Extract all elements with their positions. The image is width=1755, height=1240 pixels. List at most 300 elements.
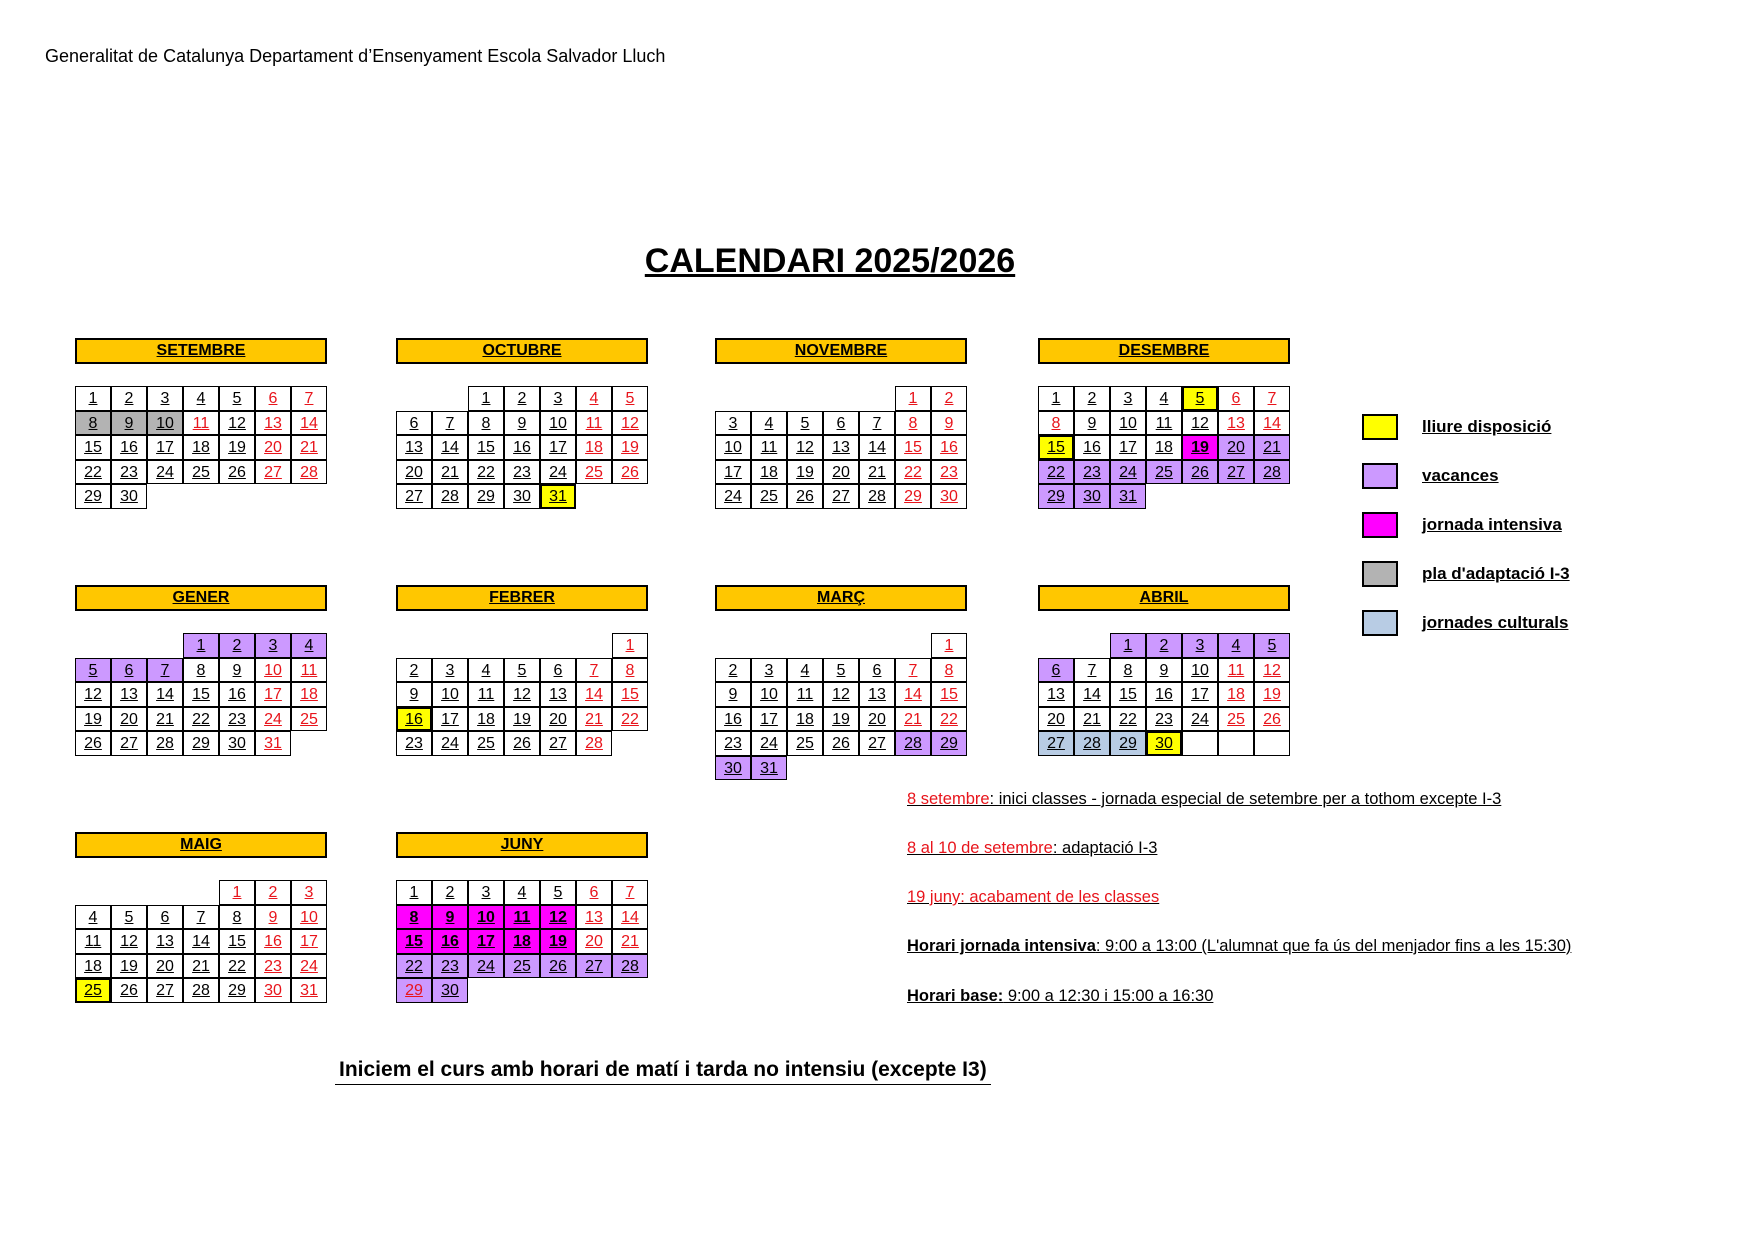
month-1 (396, 338, 648, 511)
day-cell: 28 (1254, 460, 1290, 485)
day-cell: 2 (1146, 633, 1182, 658)
day-cell: 2 (1074, 386, 1110, 411)
legend-label: lliure disposició (1422, 417, 1552, 436)
note-acabament-text: 19 juny: acabament de les classes (907, 888, 1160, 906)
day-cell: 20 (111, 707, 147, 732)
day-cell: 19 (823, 707, 859, 732)
day-cell: 29 (75, 484, 111, 509)
day-cell: 4 (291, 633, 327, 658)
day-cell: 14 (612, 905, 648, 930)
day-cell: 27 (396, 484, 432, 509)
day-cell: 8 (219, 905, 255, 930)
day-cell: 23 (219, 707, 255, 732)
day-cell: 14 (291, 411, 327, 436)
empty-cell (1218, 731, 1254, 756)
month-5 (396, 585, 648, 758)
day-cell: 8 (468, 411, 504, 436)
day-cell: 19 (540, 929, 576, 954)
day-cell: 27 (576, 954, 612, 979)
month-4 (75, 585, 327, 758)
day-cell: 24 (540, 460, 576, 485)
day-cell: 23 (931, 460, 967, 485)
day-cell: 10 (432, 682, 468, 707)
day-cell: 3 (715, 411, 751, 436)
day-cell: 19 (612, 435, 648, 460)
day-cell: 4 (468, 658, 504, 683)
legend-swatch (1362, 610, 1398, 636)
day-cell: 12 (540, 905, 576, 930)
day-cell: 13 (1038, 682, 1074, 707)
organization-header: Generalitat de Catalunya Departament d’Ensenyament Escola Salvador Lluch (45, 46, 666, 66)
day-cell: 17 (715, 460, 751, 485)
day-cell: 24 (1182, 707, 1218, 732)
note-acabament (907, 888, 1159, 907)
day-cell: 2 (396, 658, 432, 683)
day-cell: 30 (219, 731, 255, 756)
day-cell: 29 (1110, 731, 1146, 756)
day-cell: 31 (291, 978, 327, 1003)
month-header: DESEMBRE (1038, 338, 1290, 364)
day-cell: 17 (1182, 682, 1218, 707)
day-cell: 11 (291, 658, 327, 683)
note-horari-base (907, 987, 1213, 1006)
day-cell: 18 (751, 460, 787, 485)
day-cell: 16 (931, 435, 967, 460)
day-cell: 7 (612, 880, 648, 905)
day-cell: 19 (75, 707, 111, 732)
day-cell: 7 (147, 658, 183, 683)
day-cell: 26 (540, 954, 576, 979)
day-cell: 19 (1254, 682, 1290, 707)
month-header: NOVEMBRE (715, 338, 967, 364)
day-cell: 1 (468, 386, 504, 411)
day-cell: 29 (931, 731, 967, 756)
day-cell: 18 (468, 707, 504, 732)
day-cell: 30 (1074, 484, 1110, 509)
day-cell: 10 (1182, 658, 1218, 683)
day-cell: 26 (111, 978, 147, 1003)
day-cell: 28 (895, 731, 931, 756)
day-cell: 28 (859, 484, 895, 509)
day-cell: 22 (219, 954, 255, 979)
day-cell: 18 (1146, 435, 1182, 460)
empty-cell (1254, 731, 1290, 756)
day-cell: 21 (576, 707, 612, 732)
day-cell: 21 (432, 460, 468, 485)
day-cell: 8 (612, 658, 648, 683)
day-cell: 23 (111, 460, 147, 485)
note-inici-date: 8 setembre (907, 790, 990, 808)
day-cell: 7 (895, 658, 931, 683)
day-cell: 25 (787, 731, 823, 756)
month-header: JUNY (396, 832, 648, 858)
day-cell: 26 (219, 460, 255, 485)
day-cell: 9 (432, 905, 468, 930)
day-cell: 3 (432, 658, 468, 683)
day-cell: 21 (859, 460, 895, 485)
day-cell: 27 (1218, 460, 1254, 485)
day-cell: 30 (1146, 731, 1182, 756)
day-cell: 12 (75, 682, 111, 707)
day-cell: 18 (576, 435, 612, 460)
day-cell: 5 (75, 658, 111, 683)
day-cell: 25 (183, 460, 219, 485)
day-cell: 27 (111, 731, 147, 756)
legend-swatch (1362, 414, 1398, 440)
day-cell: 5 (504, 658, 540, 683)
day-cell: 23 (1074, 460, 1110, 485)
day-cell: 18 (183, 435, 219, 460)
month-grid (75, 633, 327, 758)
day-cell: 12 (1182, 411, 1218, 436)
day-cell: 14 (1254, 411, 1290, 436)
day-cell: 1 (1038, 386, 1074, 411)
day-cell: 14 (432, 435, 468, 460)
day-cell: 31 (540, 484, 576, 509)
day-cell: 27 (823, 484, 859, 509)
day-cell: 12 (823, 682, 859, 707)
day-cell: 28 (291, 460, 327, 485)
day-cell: 27 (859, 731, 895, 756)
day-cell: 3 (751, 658, 787, 683)
day-cell: 26 (787, 484, 823, 509)
month-grid (1038, 386, 1290, 511)
day-cell: 13 (576, 905, 612, 930)
day-cell: 15 (612, 682, 648, 707)
day-cell: 8 (895, 411, 931, 436)
note-adaptacio (907, 839, 1157, 858)
day-cell: 27 (147, 978, 183, 1003)
day-cell: 29 (396, 978, 432, 1003)
day-cell: 15 (183, 682, 219, 707)
day-cell: 4 (183, 386, 219, 411)
month-grid (396, 386, 648, 511)
day-cell: 16 (1146, 682, 1182, 707)
day-cell: 9 (111, 411, 147, 436)
legend-swatch (1362, 463, 1398, 489)
day-cell: 10 (255, 658, 291, 683)
day-cell: 13 (396, 435, 432, 460)
month-6 (715, 585, 967, 782)
day-cell: 18 (291, 682, 327, 707)
day-cell: 10 (540, 411, 576, 436)
day-cell: 23 (432, 954, 468, 979)
day-cell: 17 (147, 435, 183, 460)
day-cell: 1 (1110, 633, 1146, 658)
day-cell: 29 (895, 484, 931, 509)
day-cell: 8 (1038, 411, 1074, 436)
day-cell: 5 (823, 658, 859, 683)
day-cell: 15 (219, 929, 255, 954)
page-title: CALENDARI 2025/2026 (644, 242, 1016, 280)
day-cell: 3 (1110, 386, 1146, 411)
footer-note: Iniciem el curs amb horari de matí i tarda no intensiu (excepte I3) (335, 1058, 991, 1085)
month-9 (396, 832, 648, 1005)
day-cell: 1 (183, 633, 219, 658)
day-cell: 6 (111, 658, 147, 683)
day-cell: 16 (111, 435, 147, 460)
day-cell: 9 (1074, 411, 1110, 436)
day-cell: 12 (111, 929, 147, 954)
day-cell: 21 (1254, 435, 1290, 460)
day-cell: 14 (1074, 682, 1110, 707)
month-grid (396, 633, 648, 758)
day-cell: 15 (468, 435, 504, 460)
day-cell: 4 (1218, 633, 1254, 658)
month-grid (715, 633, 967, 782)
day-cell: 11 (576, 411, 612, 436)
day-cell: 28 (576, 731, 612, 756)
day-cell: 22 (1110, 707, 1146, 732)
day-cell: 1 (612, 633, 648, 658)
day-cell: 17 (255, 682, 291, 707)
day-cell: 23 (1146, 707, 1182, 732)
day-cell: 24 (147, 460, 183, 485)
day-cell: 9 (715, 682, 751, 707)
day-cell: 13 (1218, 411, 1254, 436)
day-cell: 20 (859, 707, 895, 732)
day-cell: 6 (396, 411, 432, 436)
day-cell: 5 (540, 880, 576, 905)
day-cell: 11 (751, 435, 787, 460)
day-cell: 26 (75, 731, 111, 756)
day-cell: 8 (183, 658, 219, 683)
day-cell: 11 (468, 682, 504, 707)
day-cell: 7 (432, 411, 468, 436)
day-cell: 2 (255, 880, 291, 905)
day-cell: 28 (147, 731, 183, 756)
day-cell: 20 (147, 954, 183, 979)
day-cell: 5 (787, 411, 823, 436)
day-cell: 13 (540, 682, 576, 707)
day-cell: 4 (576, 386, 612, 411)
day-cell: 27 (1038, 731, 1074, 756)
day-cell: 12 (1254, 658, 1290, 683)
day-cell: 6 (255, 386, 291, 411)
day-cell: 11 (1146, 411, 1182, 436)
legend-label: pla d'adaptació I-3 (1422, 564, 1570, 583)
day-cell: 25 (468, 731, 504, 756)
day-cell: 4 (787, 658, 823, 683)
day-cell: 12 (612, 411, 648, 436)
day-cell: 18 (787, 707, 823, 732)
day-cell: 15 (1038, 435, 1074, 460)
day-cell: 6 (1218, 386, 1254, 411)
day-cell: 17 (751, 707, 787, 732)
day-cell: 26 (1254, 707, 1290, 732)
day-cell: 23 (504, 460, 540, 485)
day-cell: 10 (468, 905, 504, 930)
day-cell: 18 (504, 929, 540, 954)
day-cell: 3 (147, 386, 183, 411)
day-cell: 7 (1254, 386, 1290, 411)
day-cell: 27 (255, 460, 291, 485)
day-cell: 18 (1218, 682, 1254, 707)
day-cell: 24 (291, 954, 327, 979)
day-cell: 13 (147, 929, 183, 954)
day-cell: 11 (504, 905, 540, 930)
day-cell: 9 (931, 411, 967, 436)
day-cell: 6 (540, 658, 576, 683)
day-cell: 21 (895, 707, 931, 732)
day-cell: 16 (432, 929, 468, 954)
day-cell: 21 (183, 954, 219, 979)
day-cell: 19 (219, 435, 255, 460)
day-cell: 26 (1182, 460, 1218, 485)
day-cell: 16 (255, 929, 291, 954)
day-cell: 10 (715, 435, 751, 460)
day-cell: 5 (219, 386, 255, 411)
day-cell: 24 (468, 954, 504, 979)
day-cell: 15 (1110, 682, 1146, 707)
day-cell: 25 (504, 954, 540, 979)
day-cell: 16 (219, 682, 255, 707)
day-cell: 12 (787, 435, 823, 460)
day-cell: 31 (751, 756, 787, 781)
day-cell: 1 (931, 633, 967, 658)
day-cell: 3 (468, 880, 504, 905)
day-cell: 6 (859, 658, 895, 683)
day-cell: 14 (859, 435, 895, 460)
day-cell: 17 (432, 707, 468, 732)
day-cell: 25 (75, 978, 111, 1003)
day-cell: 12 (504, 682, 540, 707)
day-cell: 2 (219, 633, 255, 658)
day-cell: 23 (715, 731, 751, 756)
legend-swatch (1362, 561, 1398, 587)
day-cell: 20 (540, 707, 576, 732)
day-cell: 7 (291, 386, 327, 411)
day-cell: 25 (751, 484, 787, 509)
day-cell: 2 (504, 386, 540, 411)
day-cell: 4 (504, 880, 540, 905)
day-cell: 30 (255, 978, 291, 1003)
day-cell: 10 (751, 682, 787, 707)
day-cell: 28 (612, 954, 648, 979)
day-cell: 27 (540, 731, 576, 756)
day-cell: 29 (1038, 484, 1074, 509)
day-cell: 2 (931, 386, 967, 411)
day-cell: 9 (255, 905, 291, 930)
note-adaptacio-dates: 8 al 10 de setembre (907, 839, 1053, 857)
day-cell: 28 (183, 978, 219, 1003)
note-horari-intensiva-label: Horari jornada intensiva (907, 937, 1096, 955)
day-cell: 14 (576, 682, 612, 707)
day-cell: 7 (1074, 658, 1110, 683)
day-cell: 6 (576, 880, 612, 905)
day-cell: 11 (1218, 658, 1254, 683)
day-cell: 1 (219, 880, 255, 905)
day-cell: 25 (1218, 707, 1254, 732)
day-cell: 4 (751, 411, 787, 436)
day-cell: 13 (255, 411, 291, 436)
day-cell: 23 (396, 731, 432, 756)
day-cell: 19 (1182, 435, 1218, 460)
month-grid (75, 386, 327, 511)
day-cell: 13 (859, 682, 895, 707)
month-3 (1038, 338, 1290, 511)
day-cell: 30 (111, 484, 147, 509)
month-grid (75, 880, 327, 1005)
empty-cell (1182, 731, 1218, 756)
day-cell: 3 (255, 633, 291, 658)
day-cell: 22 (75, 460, 111, 485)
day-cell: 22 (468, 460, 504, 485)
day-cell: 15 (931, 682, 967, 707)
note-inici-classes (907, 790, 1501, 809)
day-cell: 26 (504, 731, 540, 756)
day-cell: 30 (432, 978, 468, 1003)
day-cell: 21 (1074, 707, 1110, 732)
day-cell: 5 (1182, 386, 1218, 411)
day-cell: 8 (75, 411, 111, 436)
legend-swatch (1362, 512, 1398, 538)
month-grid (396, 880, 648, 1005)
day-cell: 13 (111, 682, 147, 707)
month-2 (715, 338, 967, 511)
month-grid (1038, 633, 1290, 758)
day-cell: 31 (1110, 484, 1146, 509)
day-cell: 1 (895, 386, 931, 411)
day-cell: 22 (895, 460, 931, 485)
day-cell: 11 (75, 929, 111, 954)
day-cell: 22 (612, 707, 648, 732)
day-cell: 16 (715, 707, 751, 732)
day-cell: 28 (432, 484, 468, 509)
day-cell: 31 (255, 731, 291, 756)
day-cell: 5 (612, 386, 648, 411)
day-cell: 16 (504, 435, 540, 460)
day-cell: 21 (612, 929, 648, 954)
day-cell: 11 (787, 682, 823, 707)
day-cell: 2 (432, 880, 468, 905)
day-cell: 8 (931, 658, 967, 683)
day-cell: 2 (715, 658, 751, 683)
note-horari-intensiva-text: : 9:00 a 13:00 (L'alumnat que fa ús del menjador fins a les 15:30) (1095, 937, 1572, 955)
day-cell: 24 (715, 484, 751, 509)
note-adaptacio-text: : adaptació I-3 (1052, 839, 1158, 857)
day-cell: 5 (1254, 633, 1290, 658)
day-cell: 19 (787, 460, 823, 485)
day-cell: 25 (576, 460, 612, 485)
day-cell: 24 (751, 731, 787, 756)
note-inici-text: : inici classes - jornada especial de setembre per a tothom excepte I-3 (989, 790, 1502, 808)
day-cell: 19 (111, 954, 147, 979)
day-cell: 17 (468, 929, 504, 954)
day-cell: 30 (504, 484, 540, 509)
day-cell: 8 (396, 905, 432, 930)
day-cell: 14 (183, 929, 219, 954)
day-cell: 29 (468, 484, 504, 509)
day-cell: 7 (859, 411, 895, 436)
day-cell: 26 (612, 460, 648, 485)
day-cell: 21 (147, 707, 183, 732)
day-cell: 18 (75, 954, 111, 979)
day-cell: 5 (111, 905, 147, 930)
day-cell: 29 (219, 978, 255, 1003)
legend-label: jornada intensiva (1422, 515, 1562, 534)
day-cell: 8 (1110, 658, 1146, 683)
day-cell: 30 (931, 484, 967, 509)
month-header: OCTUBRE (396, 338, 648, 364)
day-cell: 1 (396, 880, 432, 905)
day-cell: 3 (540, 386, 576, 411)
month-header: ABRIL (1038, 585, 1290, 611)
month-7 (1038, 585, 1290, 758)
day-cell: 30 (715, 756, 751, 781)
day-cell: 6 (147, 905, 183, 930)
day-cell: 22 (183, 707, 219, 732)
